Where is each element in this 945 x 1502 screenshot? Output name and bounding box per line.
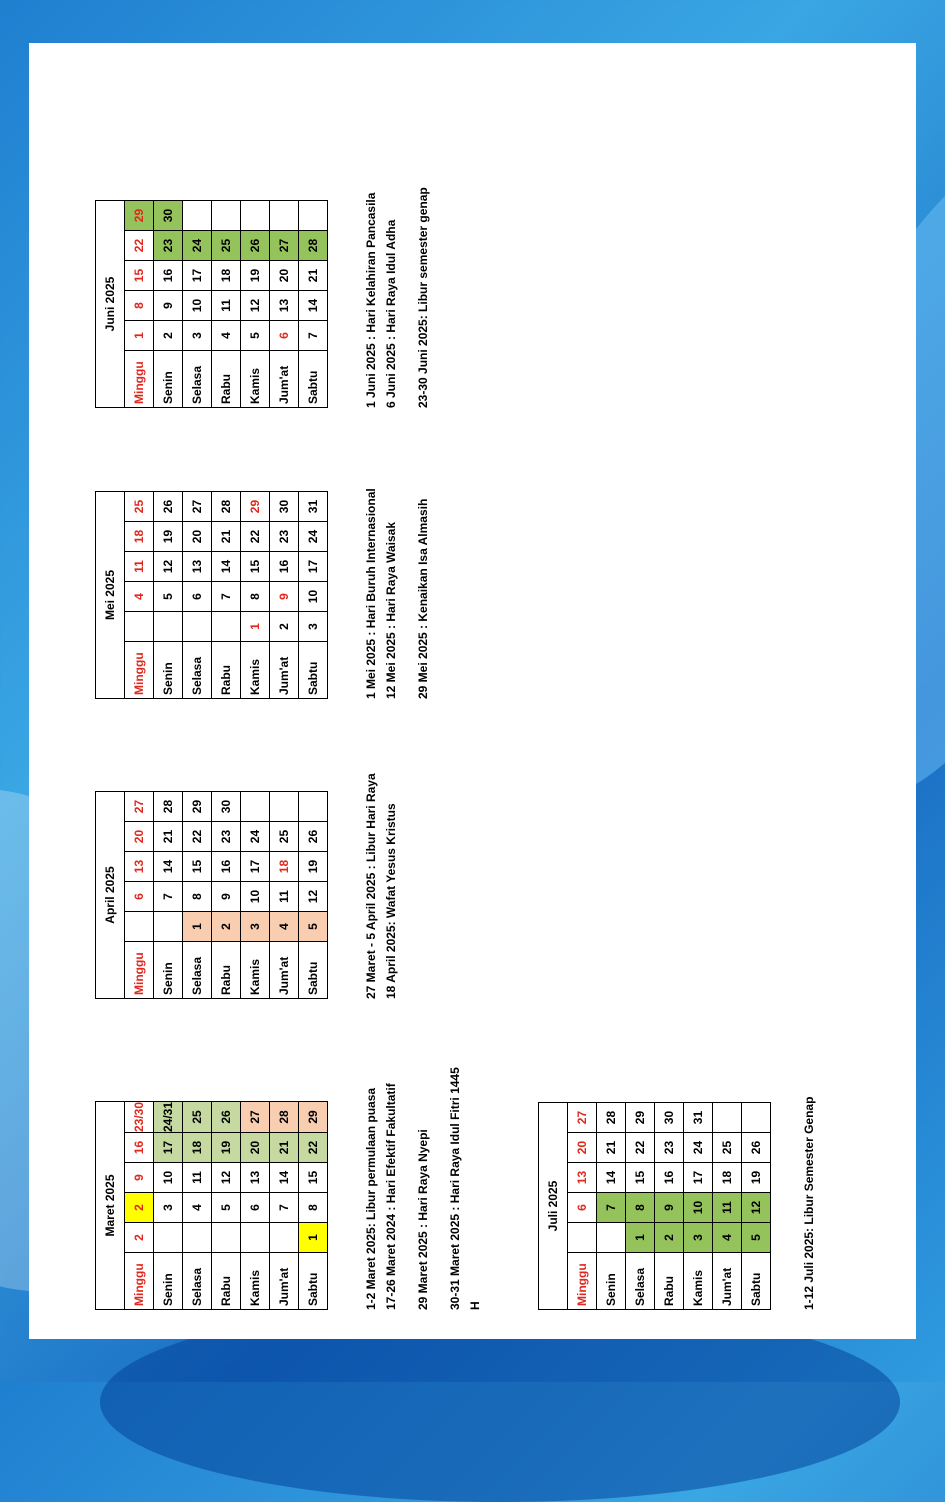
day-label: Kamis [241,642,270,699]
month-title: April 2025 [96,792,125,999]
date-cell: 4 [212,321,241,351]
date-cell: 10 [241,882,270,912]
date-cell: 5 [212,1193,241,1223]
date-cell: 3 [299,612,328,642]
day-label: Senin [154,1253,183,1310]
day-label: Sabtu [299,351,328,408]
week-row [270,492,299,699]
day-label: Selasa [183,942,212,999]
date-cell: 4 [270,912,299,942]
date-cell: 15 [125,261,154,291]
date-cell [212,1223,241,1253]
note-line: 23-30 Juni 2025: Libur semester genap [416,187,430,408]
note-line: 30-31 Maret 2025 : Hari Raya Idul Fitri 1445 [448,1067,462,1310]
date-cell: 6 [568,1193,597,1223]
date-cell: 21 [299,261,328,291]
week-row [125,201,154,408]
date-cell: 5 [154,582,183,612]
date-cell: 14 [299,291,328,321]
date-cell [597,1223,626,1253]
notes-juli [799,1097,819,1310]
date-cell: 23 [154,231,183,261]
date-cell: 14 [212,552,241,582]
date-cell: 19 [154,522,183,552]
date-cell: 2 [212,912,241,942]
date-cell: 5 [241,321,270,351]
date-cell [125,912,154,942]
date-cell: 20 [241,1133,270,1163]
notes-mei [361,488,433,699]
date-cell: 16 [655,1163,684,1193]
date-cell [299,201,328,231]
date-cell [212,201,241,231]
calendar-mei-2025 [95,491,328,699]
date-cell: 20 [183,522,212,552]
note-line: 29 Mei 2025 : Kenaikan Isa Almasih [416,498,430,699]
date-cell: 30 [270,492,299,522]
date-cell [713,1103,742,1133]
date-cell: 24 [684,1133,713,1163]
date-cell: 6 [183,582,212,612]
date-cell: 28 [270,1101,299,1132]
note-line: 17-26 Maret 2024 : Hari Efektif Fakultatif [384,1083,398,1310]
date-cell: 16 [154,261,183,291]
day-label: Sabtu [742,1253,771,1310]
date-cell: 21 [154,822,183,852]
day-label: Kamis [241,942,270,999]
day-label: Kamis [241,351,270,408]
date-cell: 27 [183,492,212,522]
date-cell: 8 [125,291,154,321]
date-cell: 18 [125,522,154,552]
date-cell: 26 [299,822,328,852]
date-cell: 24 [299,522,328,552]
note-line: 1 Mei 2025 : Hari Buruh Internasional [364,488,378,699]
date-cell: 1 [183,912,212,942]
date-cell: 12 [299,882,328,912]
month-title: Juli 2025 [539,1103,568,1310]
date-cell: 11 [713,1193,742,1223]
week-row [183,201,212,408]
date-cell: 30 [655,1103,684,1133]
note-line: 27 Maret - 5 April 2025 : Libur Hari Raya [364,773,378,999]
day-label: Minggu [125,1253,154,1310]
date-cell: 29 [125,201,154,231]
day-label: Kamis [684,1253,713,1310]
date-cell [270,792,299,822]
date-cell: 7 [597,1193,626,1223]
week-row [212,1101,241,1309]
date-cell: 22 [125,231,154,261]
date-cell: 16 [125,1133,154,1163]
date-cell: 6 [270,321,299,351]
date-cell: 12 [241,291,270,321]
date-cell: 12 [212,1163,241,1193]
week-row [597,1103,626,1310]
rotated-calendar-content [95,70,815,1310]
date-cell: 14 [154,852,183,882]
note-line: 1 Juni 2025 : Hari Kelahiran Pancasila [364,192,378,408]
day-label: Selasa [183,642,212,699]
day-label: Rabu [212,1253,241,1310]
date-cell: 4 [125,582,154,612]
date-cell: 2 [125,1223,154,1253]
date-cell: 17 [684,1163,713,1193]
day-label: Sabtu [299,942,328,999]
date-cell: 31 [299,492,328,522]
date-cell: 7 [212,582,241,612]
date-cell: 26 [212,1101,241,1132]
day-label: Minggu [568,1253,597,1310]
date-cell: 3 [183,321,212,351]
week-row [212,201,241,408]
date-cell [154,1223,183,1253]
date-cell: 18 [212,261,241,291]
date-cell: 4 [713,1223,742,1253]
date-cell: 22 [299,1133,328,1163]
date-cell: 27 [568,1103,597,1133]
date-cell [241,1223,270,1253]
date-cell: 10 [183,291,212,321]
notes-juni [361,187,433,408]
date-cell: 27 [241,1101,270,1132]
date-cell: 15 [241,552,270,582]
date-cell: 22 [241,522,270,552]
date-cell [183,201,212,231]
date-cell: 5 [742,1223,771,1253]
notes-maret [361,1067,485,1310]
date-cell: 14 [597,1163,626,1193]
day-label: Jum'at [270,1253,299,1310]
week-row [299,792,328,999]
week-row [125,792,154,999]
date-cell: 8 [626,1193,655,1223]
week-row [299,201,328,408]
date-cell: 12 [742,1193,771,1223]
date-cell: 24/31 [154,1101,183,1132]
day-label: Minggu [125,351,154,408]
date-cell: 11 [125,552,154,582]
date-cell: 10 [154,1163,183,1193]
month-title: Juni 2025 [96,201,125,408]
calendar-juli-2025 [538,1102,771,1310]
date-cell: 13 [183,552,212,582]
week-row [713,1103,742,1310]
week-row [154,492,183,699]
date-cell: 25 [270,822,299,852]
date-cell: 17 [183,261,212,291]
date-cell: 30 [212,792,241,822]
date-cell: 1 [241,612,270,642]
date-cell: 13 [270,291,299,321]
date-cell: 29 [241,492,270,522]
day-label: Jum'at [713,1253,742,1310]
date-cell: 28 [299,231,328,261]
date-cell [154,612,183,642]
date-cell: 17 [154,1133,183,1163]
date-cell [270,201,299,231]
date-cell: 5 [299,912,328,942]
date-cell: 7 [270,1193,299,1223]
date-cell: 9 [212,882,241,912]
date-cell [241,201,270,231]
date-cell: 2 [154,321,183,351]
day-label: Minggu [125,642,154,699]
date-cell: 9 [125,1163,154,1193]
date-cell: 8 [299,1193,328,1223]
note-line: 12 Mei 2025 : Hari Raya Waisak [384,522,398,699]
date-cell: 1 [299,1223,328,1253]
date-cell: 22 [626,1133,655,1163]
date-cell: 30 [154,201,183,231]
note-line: 1-2 Maret 2025: Libur permulaan puasa [364,1087,378,1310]
date-cell: 19 [212,1133,241,1163]
date-cell [154,912,183,942]
date-cell [742,1103,771,1133]
day-label: Minggu [125,942,154,999]
date-cell: 27 [125,792,154,822]
date-cell: 17 [241,852,270,882]
date-cell [125,612,154,642]
date-cell: 23 [655,1133,684,1163]
day-label: Selasa [183,1253,212,1310]
date-cell: 3 [154,1193,183,1223]
week-row [154,1101,183,1309]
date-cell: 2 [125,1193,154,1223]
date-cell: 3 [241,912,270,942]
week-row [125,492,154,699]
day-label: Senin [597,1253,626,1310]
date-cell: 20 [125,822,154,852]
date-cell [270,1223,299,1253]
date-cell: 29 [299,1101,328,1132]
week-row [154,201,183,408]
week-row [241,201,270,408]
date-cell: 31 [684,1103,713,1133]
day-label: Selasa [183,351,212,408]
date-cell: 18 [270,852,299,882]
date-cell: 22 [183,822,212,852]
week-row [655,1103,684,1310]
calendar-april-2025 [95,791,328,999]
date-cell: 6 [241,1193,270,1223]
date-cell: 1 [125,321,154,351]
date-cell: 26 [241,231,270,261]
date-cell: 17 [299,552,328,582]
date-cell: 21 [270,1133,299,1163]
day-label: Senin [154,942,183,999]
date-cell: 16 [212,852,241,882]
notes-april [361,773,401,999]
week-row [270,201,299,408]
date-cell: 15 [183,852,212,882]
week-row [241,492,270,699]
date-cell: 11 [183,1163,212,1193]
date-cell: 20 [568,1133,597,1163]
note-line: 6 Juni 2025 : Hari Raya Idul Adha [384,219,398,408]
date-cell [241,792,270,822]
week-row [626,1103,655,1310]
date-cell: 19 [241,261,270,291]
day-label: Jum'at [270,642,299,699]
date-cell: 18 [713,1163,742,1193]
week-row [684,1103,713,1310]
calendar-juni-2025 [95,200,328,408]
date-cell: 19 [742,1163,771,1193]
date-cell: 3 [684,1223,713,1253]
month-title: Maret 2025 [96,1101,125,1309]
day-label: Selasa [626,1253,655,1310]
week-row [212,492,241,699]
date-cell: 7 [299,321,328,351]
day-label: Rabu [212,942,241,999]
date-cell: 1 [626,1223,655,1253]
date-cell [212,612,241,642]
date-cell: 27 [270,231,299,261]
week-row [270,1101,299,1309]
week-row [568,1103,597,1310]
note-line: 1-12 Juli 2025: Libur Semester Genap [802,1096,816,1310]
day-label: Rabu [212,351,241,408]
date-cell: 16 [270,552,299,582]
day-label: Rabu [655,1253,684,1310]
date-cell: 29 [626,1103,655,1133]
week-row [183,492,212,699]
date-cell: 13 [568,1163,597,1193]
date-cell: 28 [212,492,241,522]
date-cell: 9 [655,1193,684,1223]
date-cell: 11 [212,291,241,321]
date-cell: 23 [212,822,241,852]
date-cell: 14 [270,1163,299,1193]
week-row [742,1103,771,1310]
date-cell: 21 [597,1133,626,1163]
date-cell [183,612,212,642]
date-cell: 24 [183,231,212,261]
date-cell: 25 [125,492,154,522]
date-cell [299,792,328,822]
calendar-maret-2025 [95,1101,328,1310]
date-cell: 8 [183,882,212,912]
date-cell: 23 [270,522,299,552]
day-label: Kamis [241,1253,270,1310]
date-cell: 25 [183,1101,212,1132]
date-cell: 10 [684,1193,713,1223]
day-label: Sabtu [299,642,328,699]
date-cell: 25 [212,231,241,261]
date-cell: 20 [270,261,299,291]
week-row [270,792,299,999]
date-cell: 19 [299,852,328,882]
date-cell: 8 [241,582,270,612]
note-line: 18 April 2025: Wafat Yesus Kristus [384,803,398,999]
date-cell: 2 [270,612,299,642]
date-cell: 15 [626,1163,655,1193]
date-cell: 26 [154,492,183,522]
week-row [154,792,183,999]
week-row [183,1101,212,1309]
note-line: H [468,1301,482,1310]
date-cell: 23/30 [125,1101,154,1132]
date-cell: 26 [742,1133,771,1163]
day-label: Rabu [212,642,241,699]
date-cell: 12 [154,552,183,582]
date-cell: 11 [270,882,299,912]
day-label: Sabtu [299,1253,328,1310]
date-cell: 13 [125,852,154,882]
date-cell: 4 [183,1193,212,1223]
date-cell: 25 [713,1133,742,1163]
date-cell [568,1223,597,1253]
month-title: Mei 2025 [96,492,125,699]
date-cell: 10 [299,582,328,612]
date-cell: 29 [183,792,212,822]
date-cell: 2 [655,1223,684,1253]
date-cell: 15 [299,1163,328,1193]
week-row [183,792,212,999]
date-cell: 24 [241,822,270,852]
note-line: 29 Maret 2025 : Hari Raya Nyepi [416,1129,430,1310]
date-cell: 18 [183,1133,212,1163]
week-row [212,792,241,999]
date-cell: 21 [212,522,241,552]
date-cell: 9 [154,291,183,321]
week-row [125,1101,154,1309]
day-label: Senin [154,642,183,699]
date-cell: 13 [241,1163,270,1193]
week-row [299,1101,328,1309]
date-cell [183,1223,212,1253]
day-label: Jum'at [270,942,299,999]
date-cell: 28 [597,1103,626,1133]
day-label: Senin [154,351,183,408]
week-row [241,1101,270,1309]
date-cell: 9 [270,582,299,612]
date-cell: 6 [125,882,154,912]
date-cell: 28 [154,792,183,822]
date-cell: 7 [154,882,183,912]
week-row [241,792,270,999]
day-label: Jum'at [270,351,299,408]
week-row [299,492,328,699]
